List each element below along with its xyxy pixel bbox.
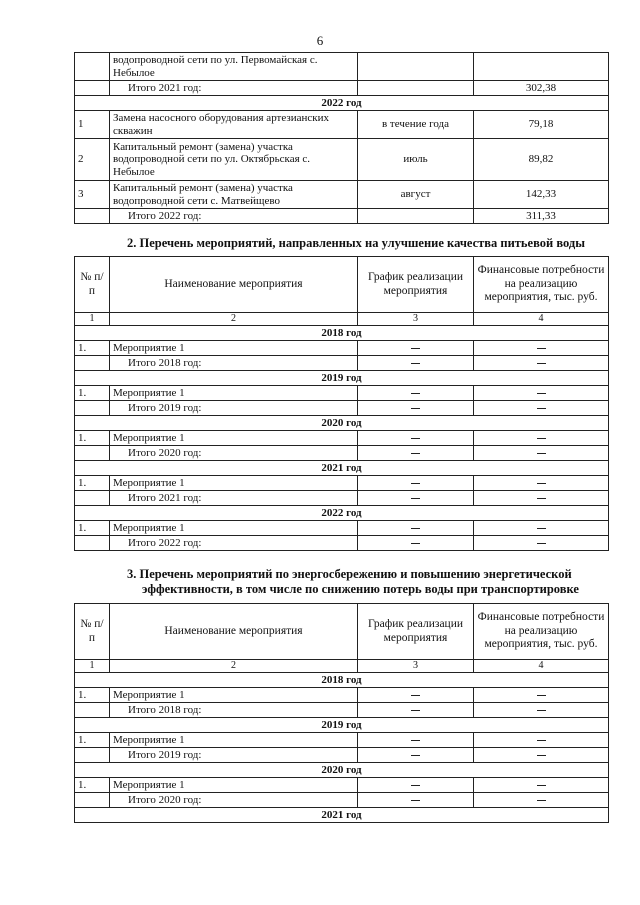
total-label: Итого 2022 год: [110,536,358,551]
section-3-title-line1: 3. Перечень мероприятий по энергосбережению и повышению энергетической [127,567,572,581]
row-number: 1. [75,476,110,491]
dash-mark [537,438,546,439]
table-row [75,181,609,209]
empty-value-cell [358,748,474,763]
year-row [75,371,609,386]
measure-name: Замена насосного оборудования артезианских скважин [110,111,358,139]
empty-value-cell [474,748,609,763]
table-header-row [75,257,609,313]
table-row [75,111,609,139]
schedule-cell: август [358,181,474,209]
column-index-row [75,660,609,673]
row-number: 1. [75,733,110,748]
year-label: 2022 год [75,96,609,111]
total-label: Итого 2018 год: [110,703,358,718]
amount-cell [474,53,609,81]
header-finance: Финансовые потребности на реализацию мероприятия, тыс. руб. [474,604,609,660]
index-cell: 2 [110,313,358,326]
index-cell: 2 [110,660,358,673]
schedule-cell: июль [358,139,474,181]
dash-mark [411,528,420,529]
total-label: Итого 2022 год: [110,209,358,224]
measure-name: Мероприятие 1 [110,476,358,491]
empty-value-cell [358,401,474,416]
measure-name: Мероприятие 1 [110,733,358,748]
total-label: Итого 2021 год: [110,81,358,96]
table-row [75,476,609,491]
dash-mark [411,363,420,364]
page-number: 6 [316,33,324,48]
row-number [75,356,110,371]
total-row [75,356,609,371]
row-number [75,209,110,224]
table-row [75,521,609,536]
empty-value-cell [358,431,474,446]
year-label: 2018 год [75,326,609,341]
year-row [75,673,609,688]
year-row [75,96,609,111]
year-label: 2020 год [75,763,609,778]
row-number [75,53,110,81]
index-cell: 4 [474,313,609,326]
empty-value-cell [474,476,609,491]
empty-value-cell [358,733,474,748]
empty-value-cell [358,341,474,356]
header-schedule: График реализации мероприятия [358,257,474,313]
table-row [75,81,609,96]
total-label: Итого 2019 год: [110,748,358,763]
index-cell: 3 [358,660,474,673]
dash-mark [537,695,546,696]
empty-value-cell [474,401,609,416]
table-row [75,53,609,81]
dash-mark [411,695,420,696]
empty-value-cell [358,356,474,371]
dash-mark [411,740,420,741]
table-row [75,733,609,748]
empty-value-cell [474,536,609,551]
dash-mark [537,800,546,801]
dash-mark [537,348,546,349]
row-number: 3 [75,181,110,209]
year-label: 2019 год [75,718,609,733]
dash-mark [411,483,420,484]
empty-value-cell [358,793,474,808]
measure-name: Капитальный ремонт (замена) участка водопроводной сети с. Матвейщево [110,181,358,209]
table-header-row [75,604,609,660]
total-label: Итого 2019 год: [110,401,358,416]
year-row [75,718,609,733]
row-number [75,793,110,808]
dash-mark [411,348,420,349]
total-row [75,703,609,718]
table-row [75,778,609,793]
dash-mark [411,408,420,409]
dash-mark [411,438,420,439]
empty-value-cell [358,521,474,536]
empty-value-cell [474,446,609,461]
empty-value-cell [474,688,609,703]
dash-mark [537,498,546,499]
total-label: Итого 2018 год: [110,356,358,371]
amount-cell: 142,33 [474,181,609,209]
table-section3 [74,603,609,823]
table-row [75,209,609,224]
measure-name: Мероприятие 1 [110,341,358,356]
total-row [75,491,609,506]
dash-mark [537,785,546,786]
empty-value-cell [474,386,609,401]
dash-mark [411,393,420,394]
measure-name: Мероприятие 1 [110,778,358,793]
year-label: 2020 год [75,416,609,431]
dash-mark [537,483,546,484]
schedule-cell: в течение года [358,111,474,139]
empty-value-cell [474,521,609,536]
year-row [75,416,609,431]
empty-value-cell [358,778,474,793]
empty-value-cell [358,491,474,506]
year-label: 2021 год [75,461,609,476]
measure-name: Мероприятие 1 [110,521,358,536]
measure-name: Мероприятие 1 [110,688,358,703]
total-row [75,793,609,808]
table-section2 [74,256,609,551]
dash-mark [411,755,420,756]
empty-value-cell [474,341,609,356]
year-label: 2022 год [75,506,609,521]
row-number [75,446,110,461]
row-number: 2 [75,139,110,181]
table-row [75,688,609,703]
empty-value-cell [358,688,474,703]
dash-mark [537,528,546,529]
row-number: 1 [75,111,110,139]
empty-value-cell [358,386,474,401]
dash-mark [411,710,420,711]
header-finance: Финансовые потребности на реализацию мероприятия, тыс. руб. [474,257,609,313]
total-label: Итого 2021 год: [110,491,358,506]
row-number: 1. [75,386,110,401]
dash-mark [411,785,420,786]
table-row [75,341,609,356]
empty-value-cell [474,778,609,793]
year-label: 2021 год [75,808,609,823]
row-number [75,536,110,551]
header-number: № п/п [75,604,110,660]
empty-value-cell [358,476,474,491]
schedule-cell [358,53,474,81]
amount-cell: 89,82 [474,139,609,181]
measure-name: Капитальный ремонт (замена) участка водопроводной сети по ул. Октябрьская с. Небылое [110,139,358,181]
table-row [75,386,609,401]
section-3-title-line2: эффективности, в том числе по снижению потерь воды при транспортировке [142,582,579,596]
amount-cell: 79,18 [474,111,609,139]
schedule-cell [358,81,474,96]
header-name: Наименование мероприятия [110,257,358,313]
table-section1-continuation [74,52,609,224]
row-number [75,491,110,506]
row-number [75,703,110,718]
dash-mark [537,710,546,711]
total-row [75,748,609,763]
year-row [75,326,609,341]
empty-value-cell [474,703,609,718]
measure-name: Мероприятие 1 [110,431,358,446]
schedule-cell [358,209,474,224]
empty-value-cell [358,446,474,461]
total-label: Итого 2020 год: [110,793,358,808]
dash-mark [537,363,546,364]
total-label: Итого 2020 год: [110,446,358,461]
year-row [75,808,609,823]
table-row [75,139,609,181]
dash-mark [537,740,546,741]
row-number: 1. [75,778,110,793]
total-row [75,536,609,551]
year-row [75,763,609,778]
empty-value-cell [474,733,609,748]
header-schedule: График реализации мероприятия [358,604,474,660]
table-row [75,431,609,446]
total-row [75,446,609,461]
measure-name: Мероприятие 1 [110,386,358,401]
empty-value-cell [358,536,474,551]
column-index-row [75,313,609,326]
row-number: 1. [75,688,110,703]
dash-mark [537,393,546,394]
dash-mark [411,498,420,499]
empty-value-cell [358,703,474,718]
row-number [75,748,110,763]
dash-mark [537,408,546,409]
index-cell: 4 [474,660,609,673]
dash-mark [537,755,546,756]
dash-mark [411,800,420,801]
year-label: 2018 год [75,673,609,688]
row-number [75,81,110,96]
header-name: Наименование мероприятия [110,604,358,660]
amount-cell: 311,33 [474,209,609,224]
amount-cell: 302,38 [474,81,609,96]
row-number: 1. [75,341,110,356]
header-number: № п/п [75,257,110,313]
total-row [75,401,609,416]
empty-value-cell [474,793,609,808]
row-number: 1. [75,521,110,536]
empty-value-cell [474,491,609,506]
section-2-title: 2. Перечень мероприятий, направленных на улучшение качества питьевой воды [127,236,585,250]
year-row [75,461,609,476]
year-label: 2019 год [75,371,609,386]
index-cell: 1 [75,313,110,326]
empty-value-cell [474,356,609,371]
dash-mark [537,453,546,454]
row-number: 1. [75,431,110,446]
measure-name: водопроводной сети по ул. Первомайская с. Небылое [110,53,358,81]
dash-mark [411,543,420,544]
empty-value-cell [474,431,609,446]
row-number [75,401,110,416]
dash-mark [411,453,420,454]
year-row [75,506,609,521]
dash-mark [537,543,546,544]
index-cell: 3 [358,313,474,326]
index-cell: 1 [75,660,110,673]
